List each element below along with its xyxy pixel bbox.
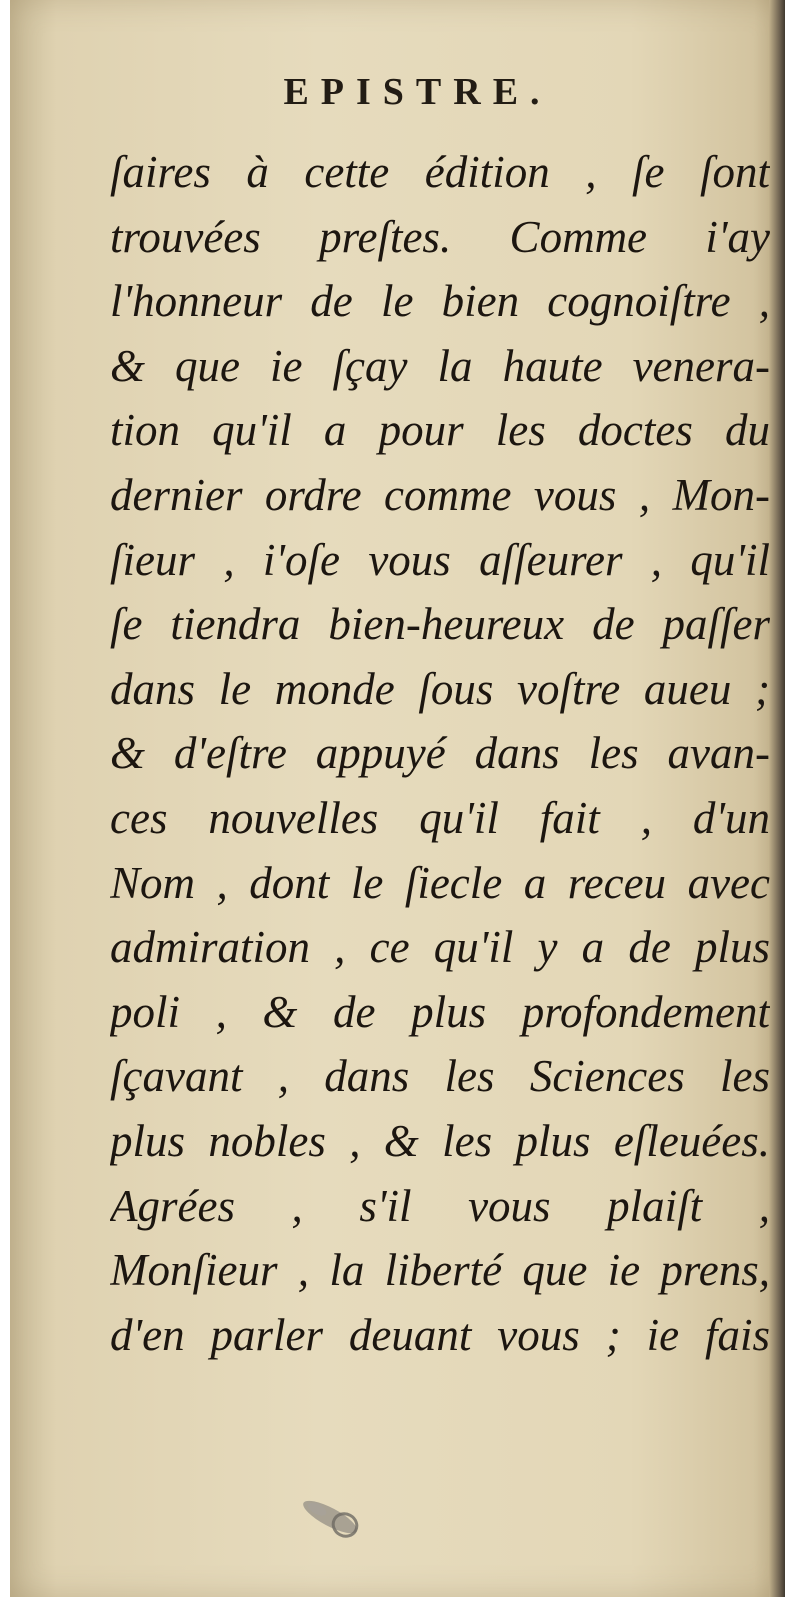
text-line: plus nobles , & les plus eſleuées.: [110, 1115, 770, 1166]
book-page: [10, 0, 785, 1597]
text-line: tion qu'il a pour les doctes du: [110, 405, 770, 456]
text-line: Agrées , s'il vous plaiſt ,: [110, 1180, 770, 1231]
text-line: & d'eſtre appuyé dans les avan-: [110, 728, 770, 779]
body-text: [110, 140, 770, 1367]
text-line: poli , & de plus profondement: [110, 986, 770, 1037]
running-head: EPISTRE.: [283, 71, 552, 113]
text-line: ſaires à cette édition , ſe ſont: [110, 147, 770, 197]
page-spine-edge: [769, 0, 785, 1597]
text-line: ſieur , i'oſe vous aſſeurer , qu'il: [110, 534, 770, 585]
text-line: dernier ordre comme vous , Mon-: [110, 469, 770, 520]
ink-blot: [289, 1481, 371, 1553]
text-line: Nom , dont le ſiecle a receu avec: [110, 857, 770, 908]
text-line: Monſieur , la liberté que ie prens,: [110, 1245, 770, 1296]
text-line: trouvées preſtes. Comme i'ay: [110, 211, 770, 262]
text-line: ſçavant , dans les Sciences les: [110, 1051, 770, 1102]
text-line: l'honneur de le bien cognoiſtre ,: [110, 276, 770, 327]
text-line: d'en parler deuant vous ; ie fais: [110, 1309, 770, 1360]
text-line: ces nouvelles qu'il fait , d'un: [110, 792, 770, 843]
text-line: admiration , ce qu'il y a de plus: [110, 922, 770, 973]
text-line: dans le monde ſous voſtre aueu ;: [110, 663, 770, 714]
text-line: & que ie ſçay la haute venera-: [110, 340, 770, 391]
text-line: ſe tiendra bien-heureux de paſſer: [110, 599, 770, 650]
